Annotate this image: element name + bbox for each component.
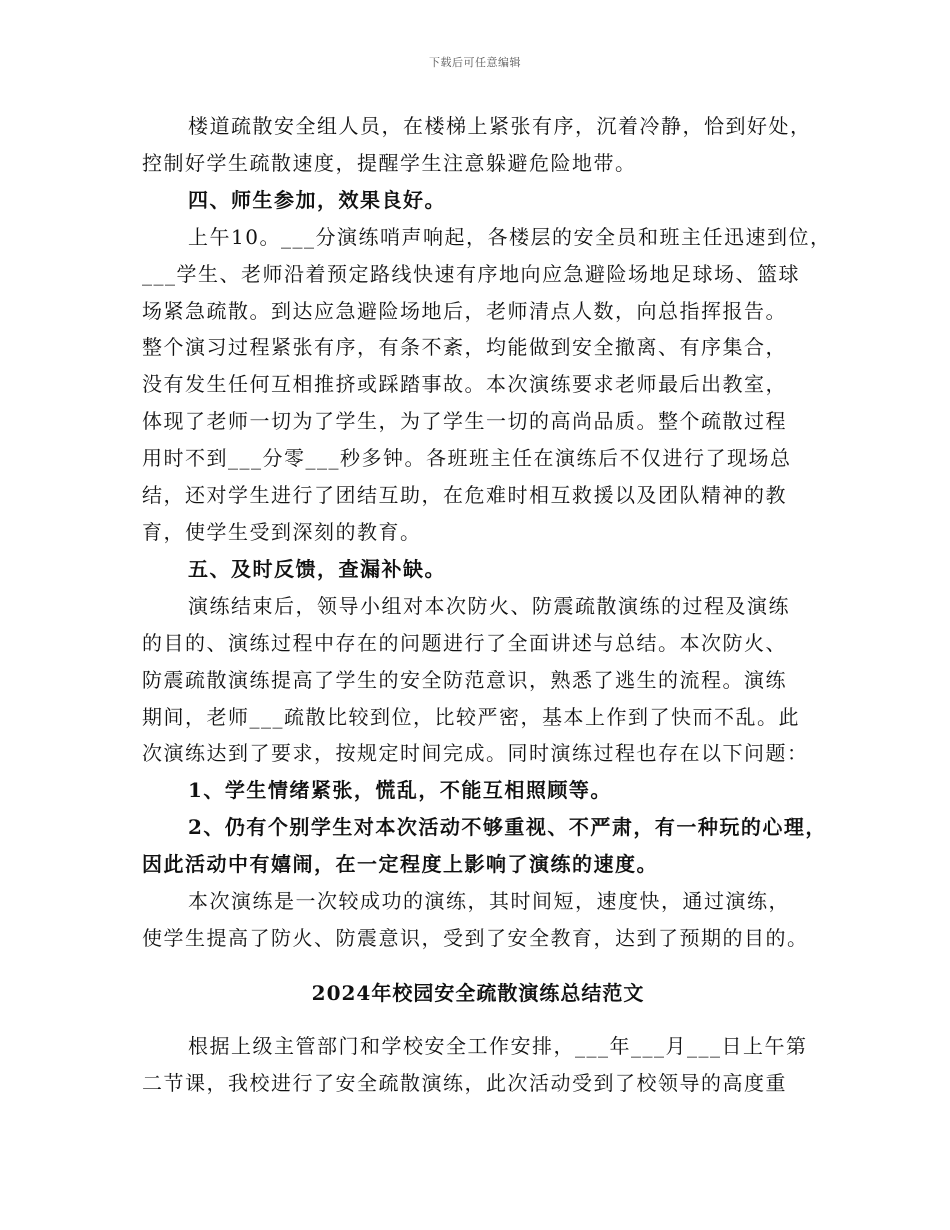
- paragraph-line: 楼道疏散安全组人员，在楼梯上紧张有序，沉着冷静，恰到好处，: [188, 114, 812, 138]
- paragraph-line: 期间，老师___疏散比较到位，比较严密，基本上作到了快而不乱。此: [142, 704, 800, 729]
- paragraph-line: 的目的、演练过程中存在的问题进行了全面讲述与总结。本次防火、: [142, 630, 787, 655]
- section-heading-5: 五、及时反馈，查漏补缺。: [188, 556, 446, 581]
- paragraph-line: 没有发生任何互相推挤或踩踏事故。本次演练要求老师最后出教室，: [142, 372, 787, 397]
- paragraph-line: 结，还对学生进行了团结互助，在危难时相互救援以及团队精神的教: [142, 483, 787, 508]
- paragraph-line: 防震疏散演练提高了学生的安全防范意识，熟悉了逃生的流程。演练: [142, 667, 787, 692]
- issue-item-1: 1、学生情绪紧张，慌乱，不能互相照顾等。: [188, 778, 612, 803]
- paragraph-line: 育，使学生受到深刻的教育。: [142, 519, 422, 544]
- paragraph-line: 体现了老师一切为了学生，为了学生一切的高尚品质。整个疏散过程: [142, 409, 787, 434]
- paragraph-line: ___学生、老师沿着预定路线快速有序地向应急避险场地足球场、篮球: [142, 261, 800, 286]
- paragraph-line: 用时不到___分零___秒多钟。各班班主任在演练后不仅进行了现场总: [142, 446, 792, 471]
- paragraph-line: 二节课，我校进行了安全疏散演练，此次活动受到了校领导的高度重: [142, 1070, 787, 1095]
- paragraph-line: 根据上级主管部门和学校安全工作安排，___年___月___日上午第: [188, 1033, 808, 1058]
- paragraph-line: 场紧急疏散。到达应急避险场地后，老师清点人数，向总指挥报告。: [142, 298, 787, 323]
- paragraph-line: 整个演习过程紧张有序，有条不紊，均能做到安全撤离、有序集合，: [142, 335, 787, 360]
- document-title: 2024年校园安全疏散演练总结范文: [311, 980, 645, 1005]
- issue-item-2: 2、仍有个别学生对本次活动不够重视、不严肃，有一种玩的心理，: [188, 815, 827, 840]
- paragraph-line: 本次演练是一次较成功的演练，其时间短，速度快，通过演练，: [188, 889, 790, 914]
- paragraph-line: 上午10。___分演练哨声响起，各楼层的安全员和班主任迅速到位，: [188, 224, 832, 249]
- header-note: 下载后可任意编辑: [429, 56, 521, 69]
- issue-item-2-cont: 因此活动中有嬉闹，在一定程度上影响了演练的速度。: [142, 852, 658, 877]
- document-body: [142, 108, 832, 1102]
- paragraph-line: 次演练达到了要求，按规定时间完成。同时演练过程也存在以下问题：: [142, 741, 809, 766]
- section-heading-4: 四、师生参加，效果良好。: [188, 187, 446, 212]
- paragraph-line: 演练结束后，领导小组对本次防火、防震疏散演练的过程及演练: [188, 593, 790, 618]
- paragraph-line: 控制好学生疏散速度，提醒学生注意躲避危险地带。: [142, 150, 637, 175]
- paragraph-line: 使学生提高了防火、防震意识，受到了安全教育，达到了预期的目的。: [142, 925, 809, 950]
